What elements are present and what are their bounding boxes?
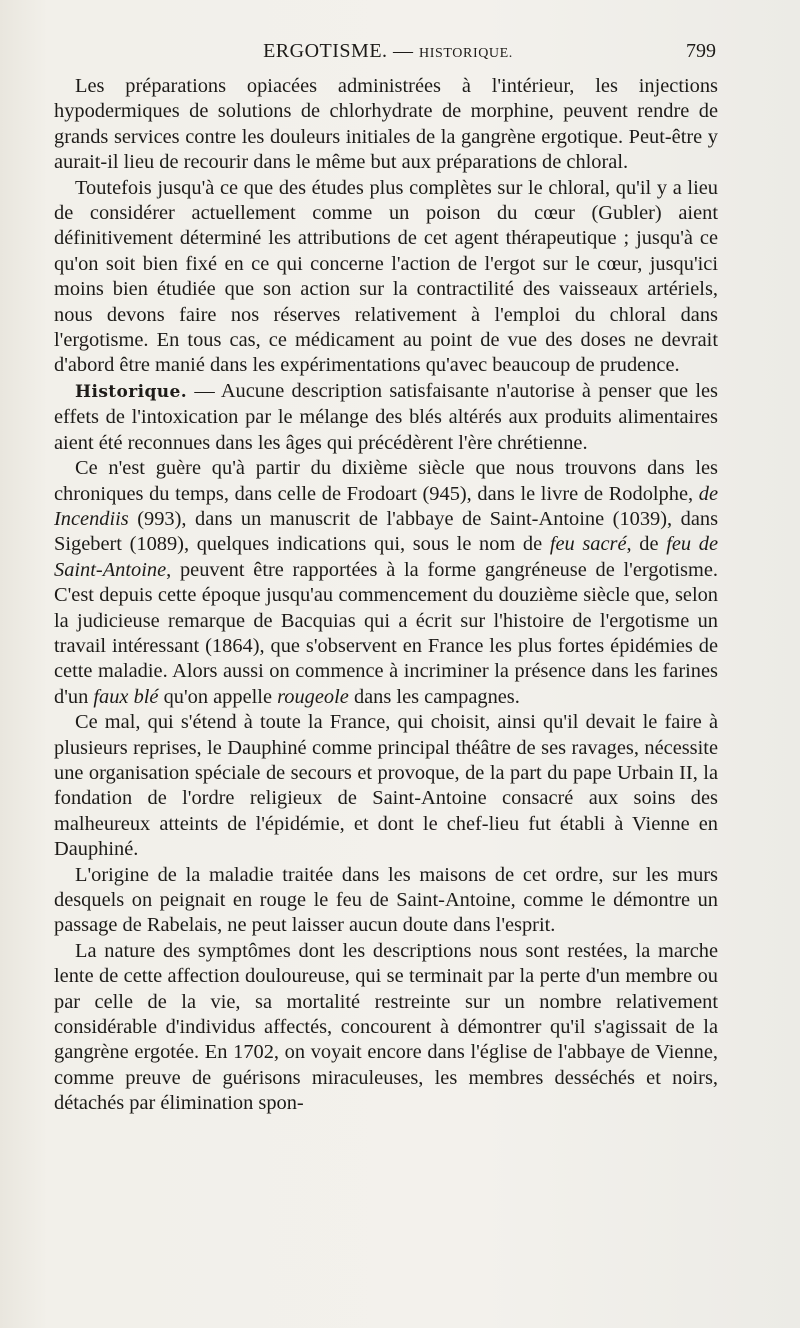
paragraph-dauphine: Ce mal, qui s'étend à toute la France, qui choisit, ainsi qu'il devait le faire à plusieurs reprises, le Dauphiné comme principal théâtre de ses ravages, nécessite une organisation spéciale de secours et provoque, de la part du pape Urbain II, la fondation de l'ordre religieux de Saint-Antoine consacré aux soins des malheureux atteints de l'épidémie, et dont le chef-lieu fut établi à Vienne en Dauphiné. [54, 711, 718, 861]
running-head [54, 40, 722, 63]
text-run: (993), dans un manuscrit de l'abbaye de Saint-Antoine (1039), dans Sigebert (1089), quelques indications qui, sous le nom de [54, 507, 718, 556]
page-number: 799 [686, 40, 716, 62]
running-head-separator: — [393, 40, 414, 62]
italic-title-de-incendiis: de Incendiis [54, 482, 718, 530]
running-head-subtitle: HISTORIQUE. [419, 46, 513, 61]
text-run: qu'on appelle [158, 685, 278, 708]
text-run: , peuvent être rapportées à la forme gangréneuse de l'ergotisme. C'est depuis cette époque jusqu'au commencement du douzième siècle que, selon la judicieuse remarque de Bacquias qui a écrit sur l'histoire de l'ergotisme un travail intéressant (1864), que s'observent en France les plus fortes épidémies de cette maladie. Alors aussi on commence à incriminer la présence dans les farines d'un [54, 558, 718, 708]
page-header [54, 40, 722, 70]
paragraph-historique [54, 379, 718, 456]
section-heading-historique: Historique. [75, 381, 188, 402]
italic-term-feu-sacre: feu sacré [549, 533, 627, 556]
text-run: Ce n'est guère qu'à partir du dixième siècle que nous trouvons dans les chroniques du temps, dans celle de Frodoart (945), dans le livre de Rodolphe, [54, 457, 718, 505]
italic-term-rougeole: rougeole [277, 685, 349, 708]
paragraph-origine: L'origine de la maladie traitée dans les maisons de cet ordre, sur les murs desquels on peignait en rouge le feu de Saint-Antoine, comme le démontre un passage de Rabelais, ne peut laisser aucun doute dans l'esprit. [54, 863, 718, 937]
paragraph-nature-symptomes: La nature des symptômes dont les descriptions nous sont restées, la marche lente de cette affection douloureuse, qui se terminait par la perte d'un membre ou par celle de la vie, sa mortalité restreinte sur un nombre relativement considérable d'individus affectés, concourent à démontrer qu'il s'agissait de la gangrène ergotée. En 1702, on voyait encore dans l'église de l'abbaye de Vienne, comme preuve de guérisons miraculeuses, les membres desséchés et noirs, détachés par élimination spon- [54, 939, 718, 1115]
body-text [54, 74, 718, 1117]
paragraph-tenth-century [54, 456, 718, 710]
paragraph-historique-text: — Aucune description satisfaisante n'autorise à penser que les effets de l'intoxication par le mélange des blés altérés aux produits alimentaires aient été reconnues dans les âges qui précédèrent l'ère chrétienne. [54, 379, 718, 454]
italic-term-feu-saint-antoine: feu de Saint-Antoine [54, 533, 718, 581]
running-head-title: ERGOTISME. [263, 40, 388, 62]
text-run: dans les campagnes. [348, 685, 520, 708]
text-run: , de [626, 533, 667, 556]
paragraph-chloral: Toutefois jusqu'à ce que des études plus complètes sur le chloral, qu'il y a lieu de considérer actuellement comme un poison du cœur (Gubler) aient définitivement déterminé les attributions de cet agent thérapeutique ; jusqu'à ce qu'on soit bien fixé en ce qui concerne l'action de l'ergot sur le cœur, jusqu'ici moins bien étudiée que son action sur la contractilité des vaisseaux artériels, nous devons faire nos réserves relativement à l'emploi du chloral dans l'ergotisme. En tous cas, ce médicament au point de vue des doses ne devrait d'abord être manié dans les expérimentations qu'avec beaucoup de prudence. [54, 176, 718, 377]
paragraph-opiates: Les préparations opiacées administrées à l'intérieur, les injections hypodermiques de solutions de chlorhydrate de morphine, peuvent rendre de grands services contre les douleurs initiales de la gangrène ergotique. Peut-être y aurait-il lieu de recourir dans le même but aux préparations de chloral. [54, 75, 718, 174]
italic-term-faux-ble: faux blé [93, 685, 159, 708]
